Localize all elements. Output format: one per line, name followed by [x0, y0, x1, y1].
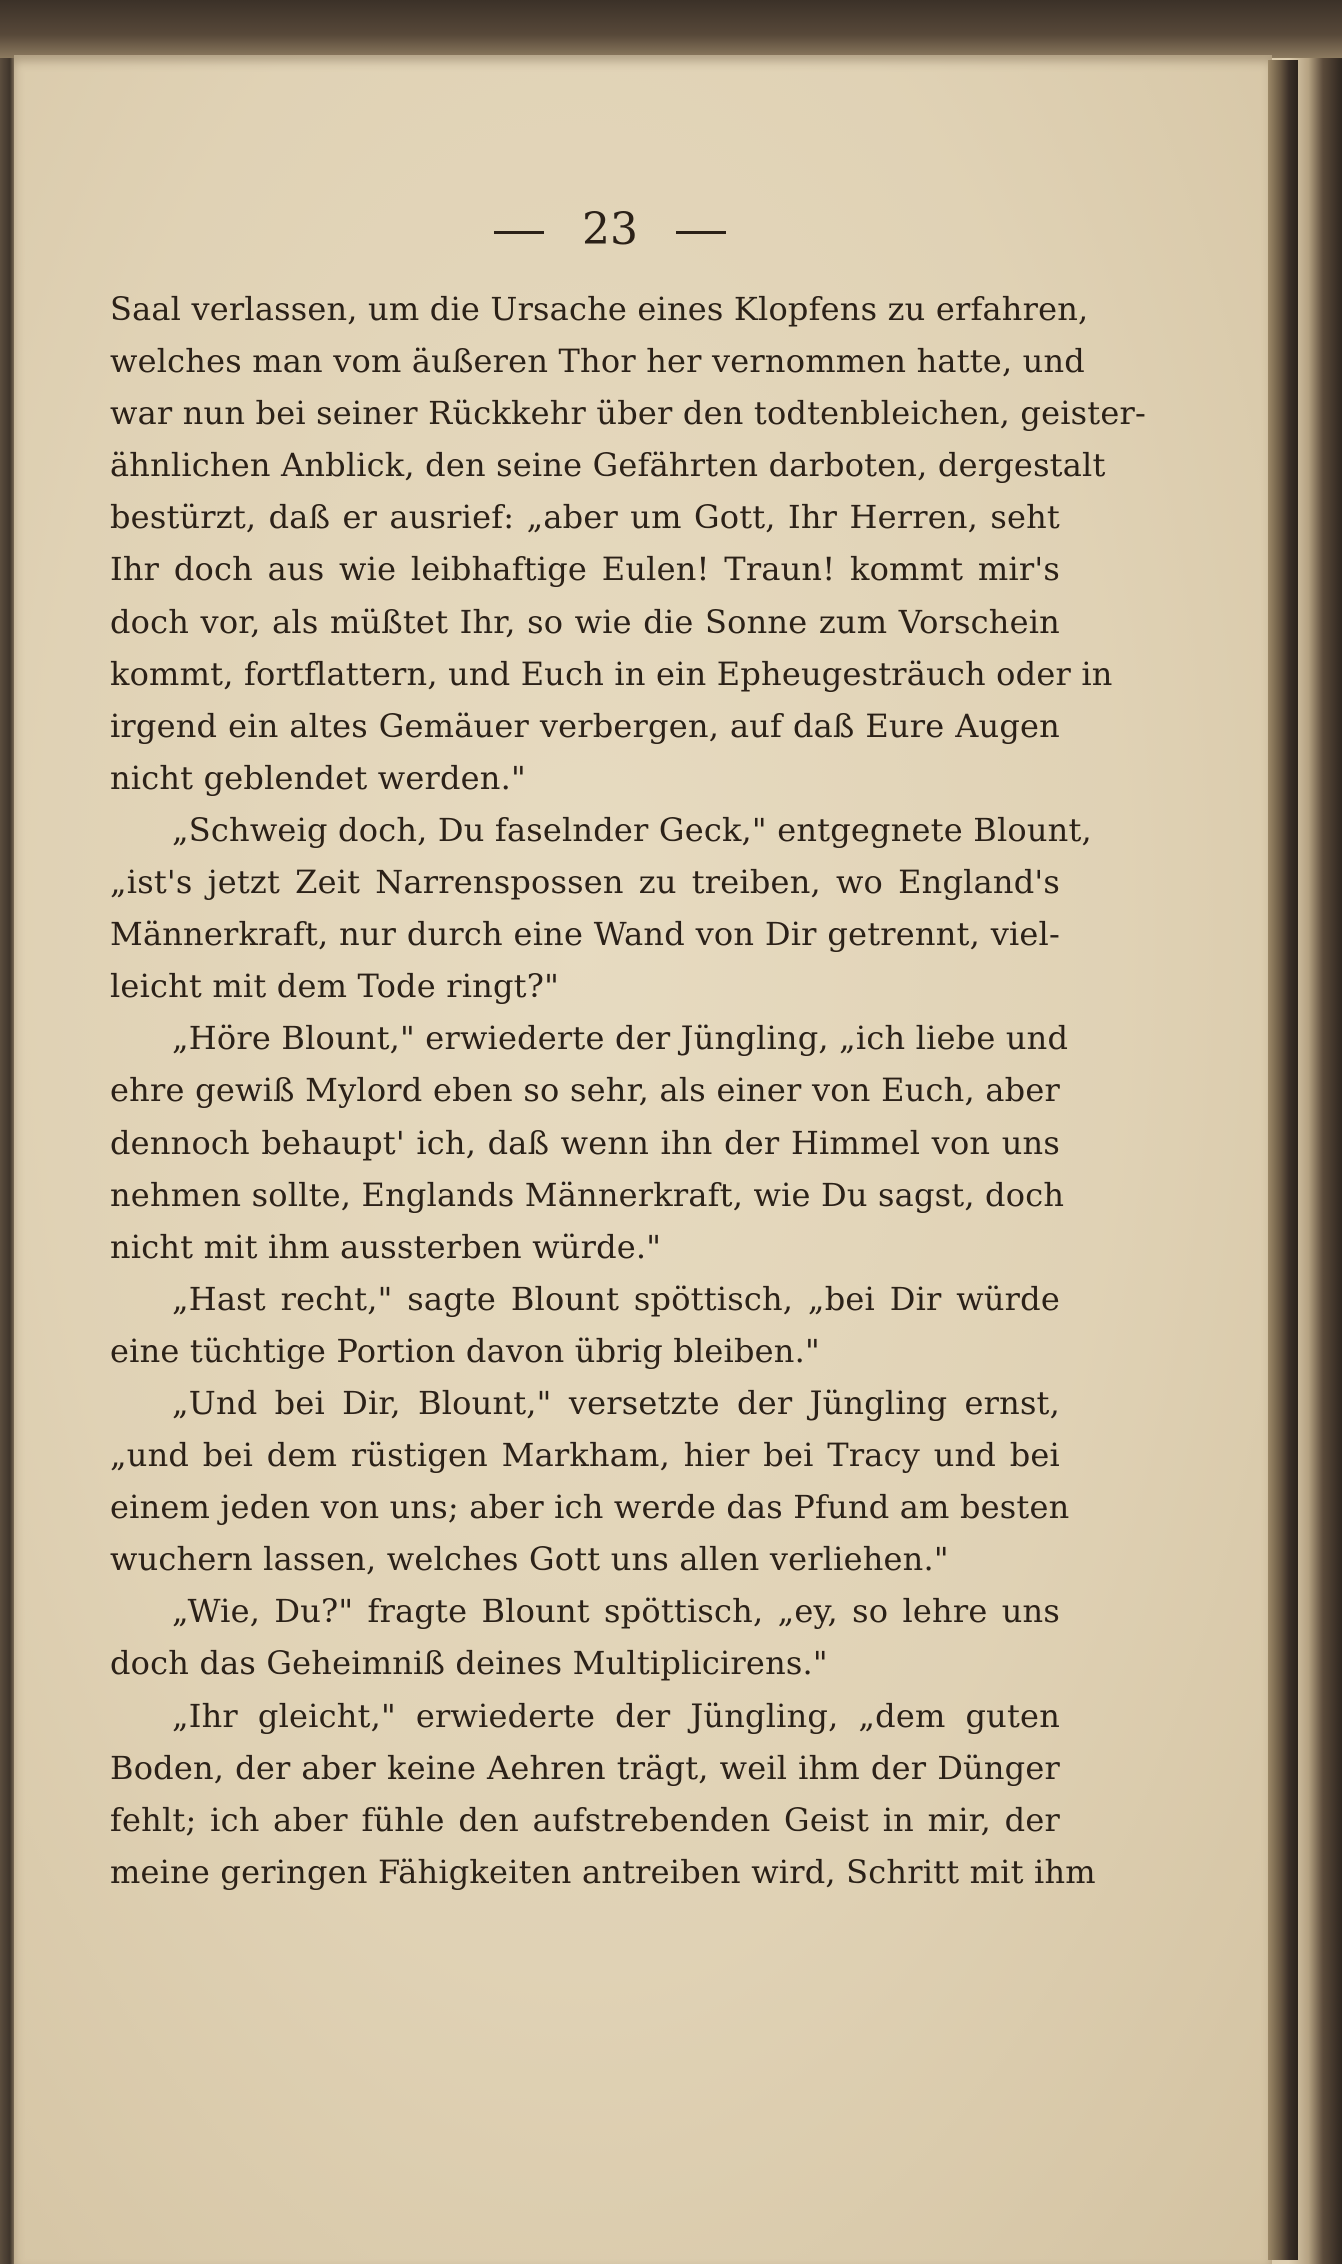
- text-line: „Wie, Du?" fragte Blount spöttisch, „ey, so lehre uns: [172, 1592, 1060, 1631]
- text-line: nehmen sollte, Englands Männerkraft, wie Du sagst, doch: [110, 1175, 1065, 1214]
- text-line: welches man vom äußeren Thor her vernommen hatte, und: [110, 342, 1085, 381]
- text-line: „Höre Blount," erwiederte der Jüngling, „ich liebe und: [172, 1019, 1069, 1058]
- text-line: „Und bei Dir, Blount," versetzte der Jüngling ernst,: [172, 1383, 1060, 1422]
- text-line: leicht mit dem Tode ringt?": [110, 967, 559, 1006]
- text-line: wuchern lassen, welches Gott uns allen verliehen.": [110, 1540, 949, 1579]
- text-line: Männerkraft, nur durch eine Wand von Dir getrennt, viel-: [110, 915, 1060, 954]
- text-line: kommt, fortflattern, und Euch in ein Epheugesträuch oder in: [110, 654, 1113, 693]
- text-line: nicht geblendet werden.": [110, 758, 526, 797]
- header-dash-left: [494, 231, 544, 234]
- page-number: 23: [582, 204, 638, 255]
- page-header: [0, 200, 1220, 260]
- book-cover-edge: [0, 0, 1342, 58]
- text-line: „Ihr gleicht," erwiederte der Jüngling, „dem guten: [172, 1696, 1060, 1735]
- text-line: doch vor, als müßtet Ihr, so wie die Sonne zum Vorschein: [110, 602, 1060, 641]
- text-line: meine geringen Fähigkeiten antreiben wird, Schritt mit ihm: [110, 1852, 1096, 1891]
- body-text: [110, 283, 1147, 1898]
- text-line: eine tüchtige Portion davon übrig bleiben.": [110, 1331, 820, 1370]
- text-line: doch das Geheimniß deines Multiplicirens.": [110, 1644, 828, 1683]
- text-line: „Schweig doch, Du faselnder Geck," entgegnete Blount,: [172, 810, 1092, 849]
- text-line: dennoch behaupt' ich, daß wenn ihn der Himmel von uns: [110, 1123, 1060, 1162]
- text-line: ehre gewiß Mylord eben so sehr, als einer von Euch, aber: [110, 1071, 1060, 1110]
- text-line: einem jeden von uns; aber ich werde das Pfund am besten: [110, 1488, 1070, 1527]
- header-dash-right: [676, 231, 726, 234]
- text-line: bestürzt, daß er ausrief: „aber um Gott, Ihr Herren, seht: [110, 498, 1060, 537]
- text-line: Boden, der aber keine Aehren trägt, weil ihm der Dünger: [110, 1748, 1060, 1787]
- text-line: „ist's jetzt Zeit Narrenspossen zu treiben, wo England's: [110, 863, 1060, 902]
- text-line: ähnlichen Anblick, den seine Gefährten darboten, dergestalt: [110, 446, 1106, 485]
- text-line: Ihr doch aus wie leibhaftige Eulen! Traun! kommt mir's: [110, 550, 1060, 589]
- text-line: fehlt; ich aber fühle den aufstrebenden Geist in mir, der: [110, 1800, 1060, 1839]
- text-line: „und bei dem rüstigen Markham, hier bei Tracy und bei: [110, 1436, 1060, 1475]
- text-line: „Hast recht," sagte Blount spöttisch, „bei Dir würde: [172, 1279, 1060, 1318]
- text-line: war nun bei seiner Rückkehr über den todtenbleichen, geister-: [110, 394, 1147, 433]
- text-line: nicht mit ihm aussterben würde.": [110, 1227, 662, 1266]
- text-line: Saal verlassen, um die Ursache eines Klopfens zu erfahren,: [110, 290, 1089, 328]
- page-stack-edge: [1268, 60, 1298, 2260]
- text-line: irgend ein altes Gemäuer verbergen, auf daß Eure Augen: [110, 706, 1060, 745]
